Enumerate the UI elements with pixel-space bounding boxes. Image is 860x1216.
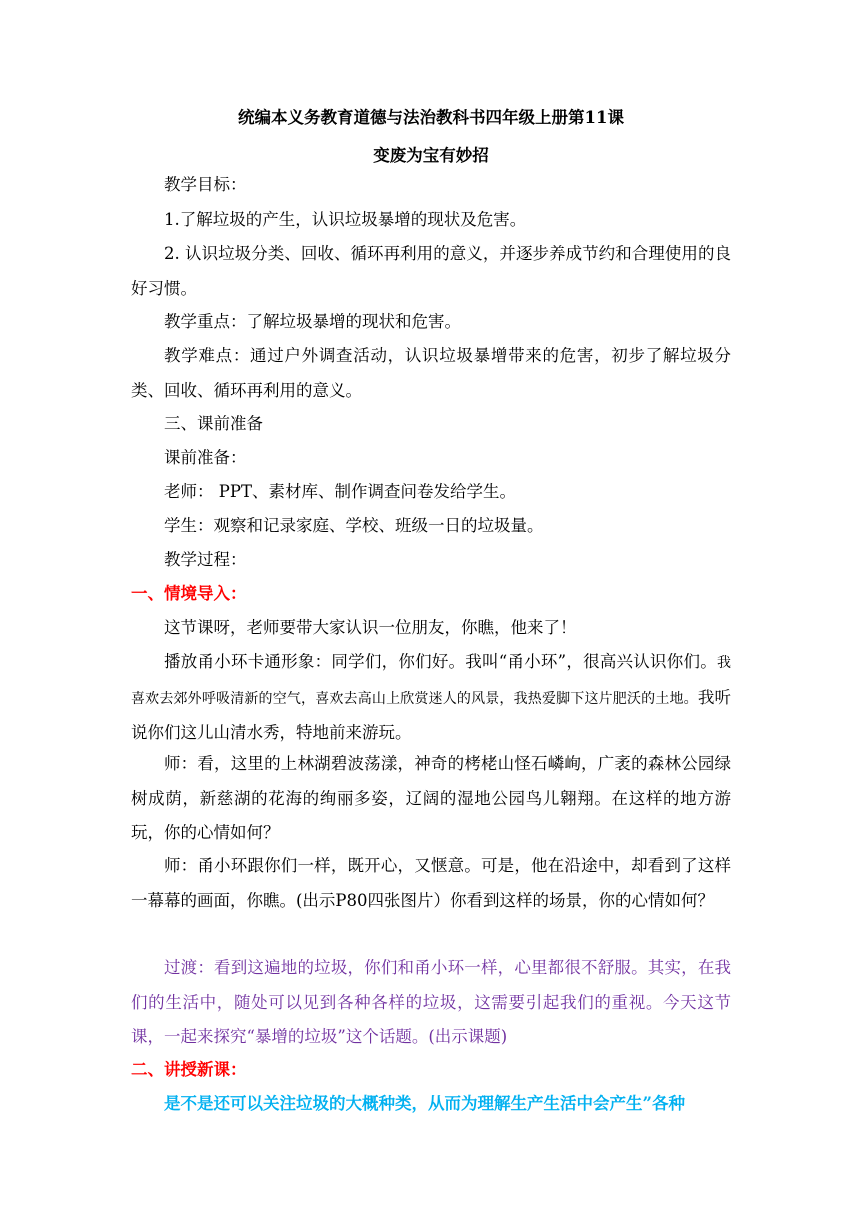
cartoon-intro-text: 播放甬小环卡通形象：同学们，你们好。我叫“甬小环”，很高兴认识你们。 (164, 652, 717, 671)
section-heading-new-lesson: 二、讲授新课： (131, 1060, 247, 1079)
process-label: 教学过程： (164, 550, 247, 569)
document-title: 统编本义务教育道德与法治教科书四年级上册第11课 (238, 108, 624, 127)
lesson-title: 变废为宝有妙招 (373, 146, 489, 165)
cartoon-closing-text: 我听说你们这儿山清水秀，特地前来游玩。 (131, 687, 731, 742)
teacher-preparation: 老师： PPT、素材库、制作调查问卷发给学生。 (164, 482, 516, 501)
key-point: 教学重点：了解垃圾暴增的现状和危害。 (164, 312, 461, 331)
difficulty: 教学难点：通过户外调查活动，认识垃圾暴增带来的危害，初步了解垃圾分类、回收、循环再利用的意义。 (131, 346, 731, 400)
intro-paragraph: 这节课呀，老师要带大家认识一位朋友，你瞧，他来了！ (164, 618, 577, 637)
objective-1: 1.了解垃圾的产生，认识垃圾暴增的现状及危害。 (164, 210, 527, 229)
objective-2: 2. 认识垃圾分类、回收、循环再利用的意义，并逐步养成节约和合理使用的良好习惯。 (131, 244, 731, 298)
teacher-scenery-paragraph: 师：看，这里的上林湖碧波荡漾，神奇的栲栳山怪石嶙峋，广袤的森林公园绿树成荫，新慈湖的花海的绚丽多姿，辽阔的湿地公园鸟儿翱翔。在这样的地方游玩，你的心情如何？ (131, 754, 731, 842)
transition-paragraph: 过渡：看到这遍地的垃圾，你们和甬小环一样，心里都很不舒服。其实，在我们的生活中，随处可以见到各种各样的垃圾，这需要引起我们的重视。今天这节课，一起来探究“暴增的垃圾”这个话题。(出示课题) (131, 958, 731, 1046)
section-heading-intro: 一、情境导入： (131, 584, 247, 603)
cartoon-small-text: 我喜欢去郊外呼吸清新的空气，喜欢去高山上欣赏迷人的风景，我热爱脚下这片肥沃的土地。 (131, 655, 731, 707)
preparation-heading: 三、课前准备 (164, 414, 263, 433)
highlight-paragraph: 是不是还可以关注垃圾的大概种类，从而为理解生产生活中会产生”各种 (164, 1094, 685, 1113)
teacher-pictures-paragraph: 师：甬小环跟你们一样，既开心，又惬意。可是，他在沿途中，却看到了这样一幕幕的画面，你瞧。(出示P80四张图片）你看到这样的场景，你的心情如何？ (131, 856, 731, 910)
student-preparation: 学生：观察和记录家庭、学校、班级一日的垃圾量。 (164, 516, 544, 535)
cartoon-paragraph (131, 645, 731, 751)
preparation-label: 课前准备： (164, 448, 247, 467)
objectives-label: 教学目标： (164, 175, 247, 194)
